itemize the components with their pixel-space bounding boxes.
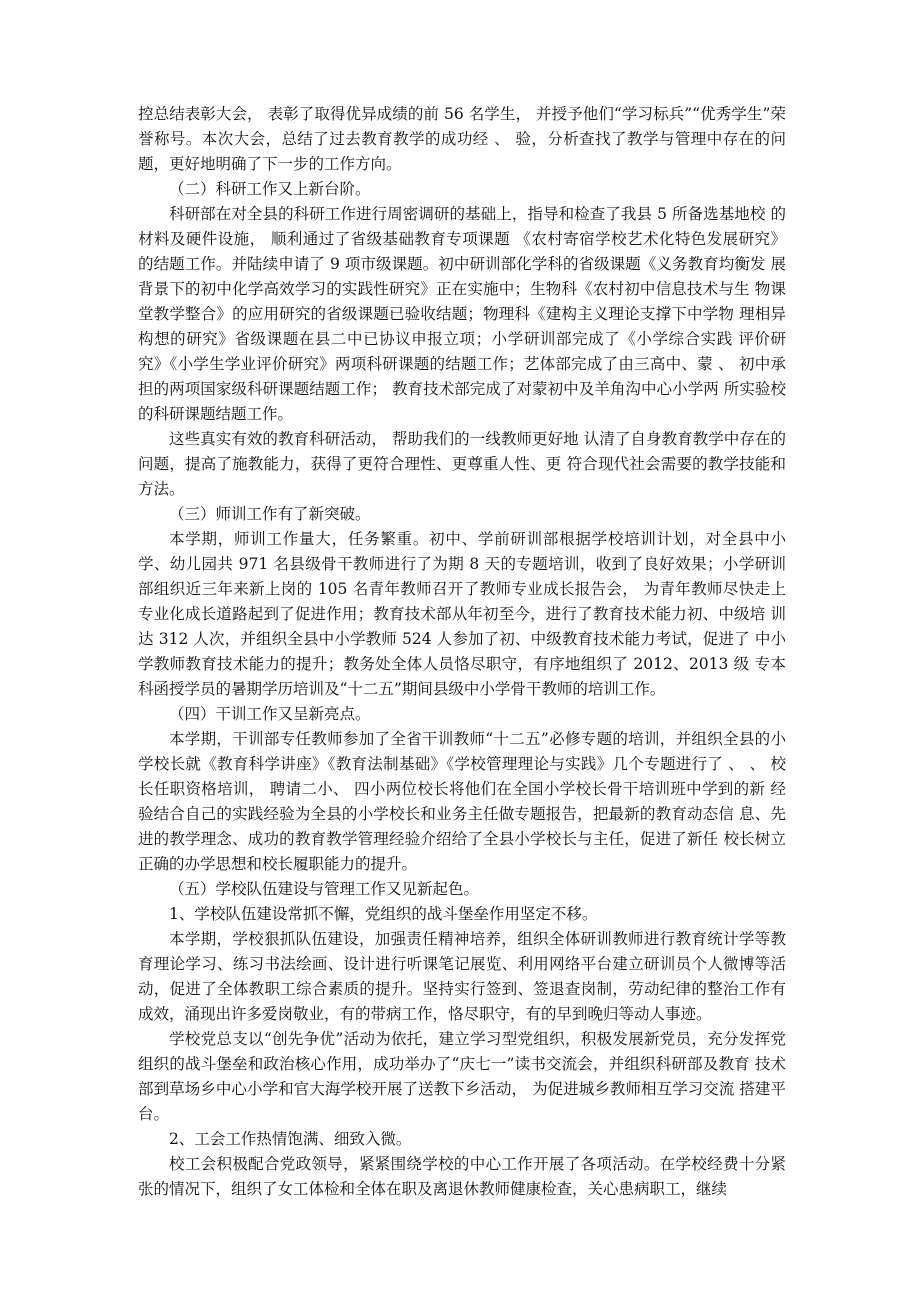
paragraph-award-meeting: 控总结表彰大会， 表彰了取得优异成绩的前 56 名学生， 并授予他们“学习标兵”“优秀学生”荣誉称号。本次大会，总结了过去教育教学的成功经 、 验，分析查找了教学与管理中存在的问题，更好地明确了下一步的工作方向。 xyxy=(138,105,786,173)
paragraph-party-branch: 学校党总支以“创先争优”活动为依托，建立学习型党组织，积极发展新党员，充分发挥党 组织的战斗堡垒和政治核心作用，成功举办了“庆七一”读书交流会，并组织科研部及教育 技术部到草场乡中心小学和官大海学校开展了送教下乡活动， 为促进城乡教师相互学习交流 搭建平台。 xyxy=(138,1030,786,1123)
paragraph-teacher-training: 本学期，师训工作量大，任务繁重。初中、学前研训部根据学校培训计划，对全县中小学、幼儿园共 971 名县级骨干教师进行了为期 8 天的专题培训，收到了良好效果；小学研训 部组织近三年来新上岗的 105 名青年教师召开了教师专业成长报告会， 为青年教师尽快走上 专业化成长道路起到了促进作用；教育技术部从年初至今，进行了教育技术能力初、中级培 训达 312 人次，并组织全县中小学教师 524 人参加了初、中级教育技术能力考试，促进了 中小学教师教育技术能力的提升；教务处全体人员恪尽职守，有序地组织了 2012、2013 级 专本科函授学员的暑期学历培训及“十二五”期间县级中小学骨干教师的培训工作。 xyxy=(138,530,786,698)
heading-team-building: （五）学校队伍建设与管理工作又见新起色。 xyxy=(169,880,480,898)
heading-research: （二）科研工作又上新台阶。 xyxy=(169,180,371,198)
paragraph-cadre-training: 本学期，干训部专任教师参加了全省干训教师“十二五”必修专题的培训，并组织全县的小学校长就《教育科学讲座》《教育法制基础》《学校管理理论与实践》几个专题进行了 、 、 校长任职资格培训， 聘请二小、 四小两位校长将他们在全国小学校长骨干培训班中学到的新 经验结合自己的实践经验为全县的小学校长和业务主任做专题报告，把最新的教育动态信 息、先进的教学理念、成功的教育教学管理经验介绍给了全县小学校长与主任，促进了新任 校长树立正确的办学思想和校长履职能力的提升。 xyxy=(138,730,786,873)
heading-teacher-training: （三）师训工作有了新突破。 xyxy=(169,505,371,523)
paragraph-research-work: 科研部在对全县的科研工作进行周密调研的基础上，指导和检查了我县 5 所备选基地校 的材料及硬件设施， 顺利通过了省级基础教育专项课题 《农村寄宿学校艺术化特色发展研究》 的结题工作。并陆续申请了 9 项市级课题。初中研训部化学科的省级课题《义务教育均衡发 展背景下的初中化学高效学习的实践性研究》正在实施中；生物科《农村初中信息技术与生 物课堂教学整合》的应用研究的省级课题已验收结题；物理科《建构主义理论支撑下中学物 理相异构想的研究》省级课题在县二中已协议申报立项；小学研训部完成了《小学综合实践 评价研究》《小学生学业评价研究》两项科研课题的结题工作；艺体部完成了由三高中、蒙 、 初中承担的两项国家级科研课题结题工作； 教育技术部完成了对蒙初中及羊角沟中心小学两 所实验校的科研课题结题工作。 xyxy=(138,205,786,423)
paragraph-team-building: 本学期，学校狠抓队伍建设，加强责任精神培养，组织全体研训教师进行教育统计学等教育理论学习、练习书法绘画、设计进行听课笔记展览、利用网络平台建立研训员个人微博等活动，促进了全体教职工综合素质的提升。坚持实行签到、签退查岗制，劳动纪律的整治工作有成效，涌现出许多爱岗敬业，有的带病工作，恪尽职守，有的早到晚归等动人事迹。 xyxy=(138,930,786,1023)
subheading-union: 2、工会工作热情饱满、细致入微。 xyxy=(169,1130,412,1148)
heading-cadre-training: （四）干训工作又呈新亮点。 xyxy=(169,705,371,723)
subheading-team-building: 1、学校队伍建设常抓不懈，党组织的战斗堡垒作用坚定不移。 xyxy=(169,905,598,923)
paragraph-research-effect: 这些真实有效的教育科研活动， 帮助我们的一线教师更好地 认清了自身教育教学中存在的问题，提高了施教能力，获得了更符合理性、更尊重人性、更 符合现代社会需要的教学技能和方法。 xyxy=(138,430,786,498)
document-body xyxy=(138,102,786,1202)
paragraph-union: 校工会积极配合党政领导，紧紧围绕学校的中心工作开展了各项活动。在学校经费十分紧张的情况下，组织了女工体检和全体在职及离退休教师健康检查，关心患病职工，继续 xyxy=(138,1155,786,1198)
